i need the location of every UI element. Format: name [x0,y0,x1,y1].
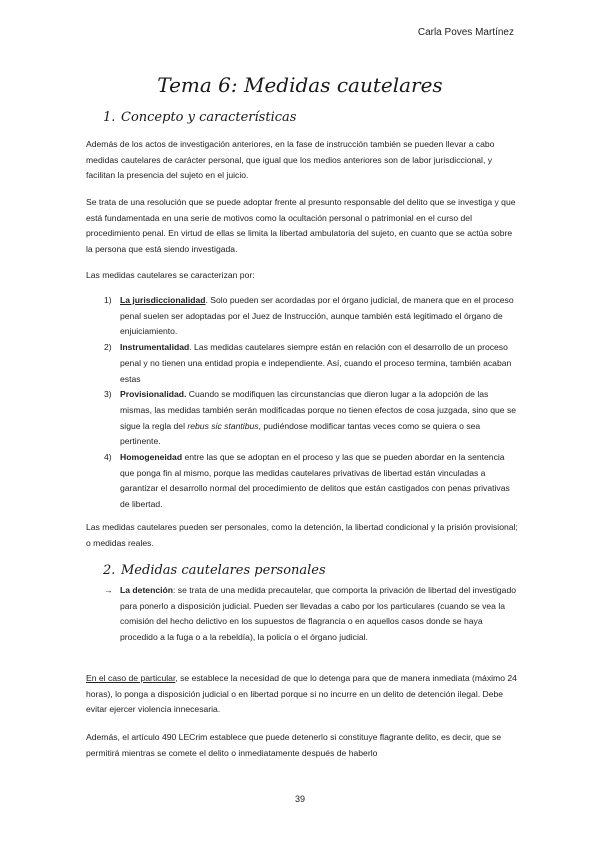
underlined-phrase: En el caso de particular [86,673,176,683]
paragraph: Las medidas cautelares pueden ser personales, como la detención, la libertad condicional y la prisión provisional; o medidas reales. [86,522,518,548]
paragraph-text: , se establece la necesidad de que lo detenga para que de manera inmediata (máximo 24 horas), lo ponga a disposición judicial o en libertad porque si no incurre en un delito de detención ilegal. Debe evitar ejercer violencia innecesaria. [86,673,517,715]
list-item [86,293,518,340]
list-term: La jurisdiccionalidad [120,295,206,305]
list-text: entre las que se adoptan en el proceso y las que se pueden abordar en la sentencia que ponga fin al mismo, porque las medidas cautelares privativas de libertad están vinculadas a garantizar el desarrollo normal del procedimiento de delitos que están castigados con penas privativas de libertad. [120,452,510,510]
list-term: Provisionalidad. [120,389,187,400]
section-number: 1. [103,110,116,125]
list-term: La detención [120,585,174,595]
arrow-icon: → [104,585,113,595]
paragraph [86,671,518,718]
list-text: Cuando se modifiquen las circunstancias que dieron lugar a la adopción de las mismas, las medidas también serán modificadas porque no tienen efectos de cosa juzgada, sino que se sigue la regla del [120,389,517,431]
section-heading-2 [103,563,326,578]
list-marker: 3) [104,389,112,400]
section-number: 2. [103,563,116,578]
list-term: Homogeneidad [120,452,183,463]
list-text: : se trata de una medida precautelar, que comporta la privación de libertad del investigado para ponerlo a disposición judicial. Pueden ser llevadas a cabo por los particulares (cuando se vea la comisión del hecho delictivo en los supuestos de flagrancia o en aquellos casos donde se haya procedido a la fuga o a la rebeldía), la policía o el órgano judicial. [120,585,517,643]
list-text: . Solo pueden ser acordadas por el órgano judicial, de manera que en el proceso penal suelen ser adoptadas por el Juez de Instrucción, aunque también está legitimado el órgano de enjuiciamiento. [120,295,514,337]
paragraph: Las medidas cautelares se caracterizan por: [86,270,255,280]
detention-list [86,583,518,646]
list-text: , pudiéndose modificar tantas veces como se quiera o sea pertinente. [120,420,481,447]
list-item [86,340,518,387]
section-title: Concepto y características [121,110,297,125]
page-title: Tema 6: Medidas cautelares [157,73,443,97]
author-header: Carla Poves Martínez [417,27,514,38]
list-text: . Las medidas cautelares siempre están en relación con el desarrollo de un proceso penal y no tienen una entidad propia e independiente. Así, cuando el proceso termina, también acaban estas [120,342,512,384]
list-marker: 1) [104,295,112,305]
list-item [86,583,518,646]
paragraph: Además de los actos de investigación anteriores, en la fase de instrucción también se pueden llevar a cabo medidas cautelares de carácter personal, que igual que los medios anteriores son de labor jurisdiccional, y facilitan la presencia del sujeto en el juicio. [86,139,495,181]
section-title: Medidas cautelares personales [121,563,326,578]
paragraph: Además, el artículo 490 LECrim establece que puede detenerlo si constituye flagrante delito, es decir, que se permitirá mientras se comete el delito o inmediatamente después de haberlo [86,732,502,758]
paragraph: Se trata de una resolución que se puede adoptar frente al presunto responsable del delito que se investiga y que está fundamentada en una serie de motivos como la ocultación personal o patrimonial en el curso del procedimiento penal. En virtud de ellas se limita la libertad ambulatoria del sujeto, en cuanto que se actúa sobre la persona que está siendo investigada. [86,197,516,255]
list-item [86,387,518,450]
page-number: 39 [294,794,305,804]
list-marker: 2) [104,342,112,353]
list-term: Instrumentalidad [120,342,190,353]
section-heading-1 [103,110,296,125]
list-marker: 4) [104,452,112,463]
latin-phrase: rebus sic stantibus [187,420,259,431]
characteristics-list [86,293,518,513]
list-item [86,450,518,513]
